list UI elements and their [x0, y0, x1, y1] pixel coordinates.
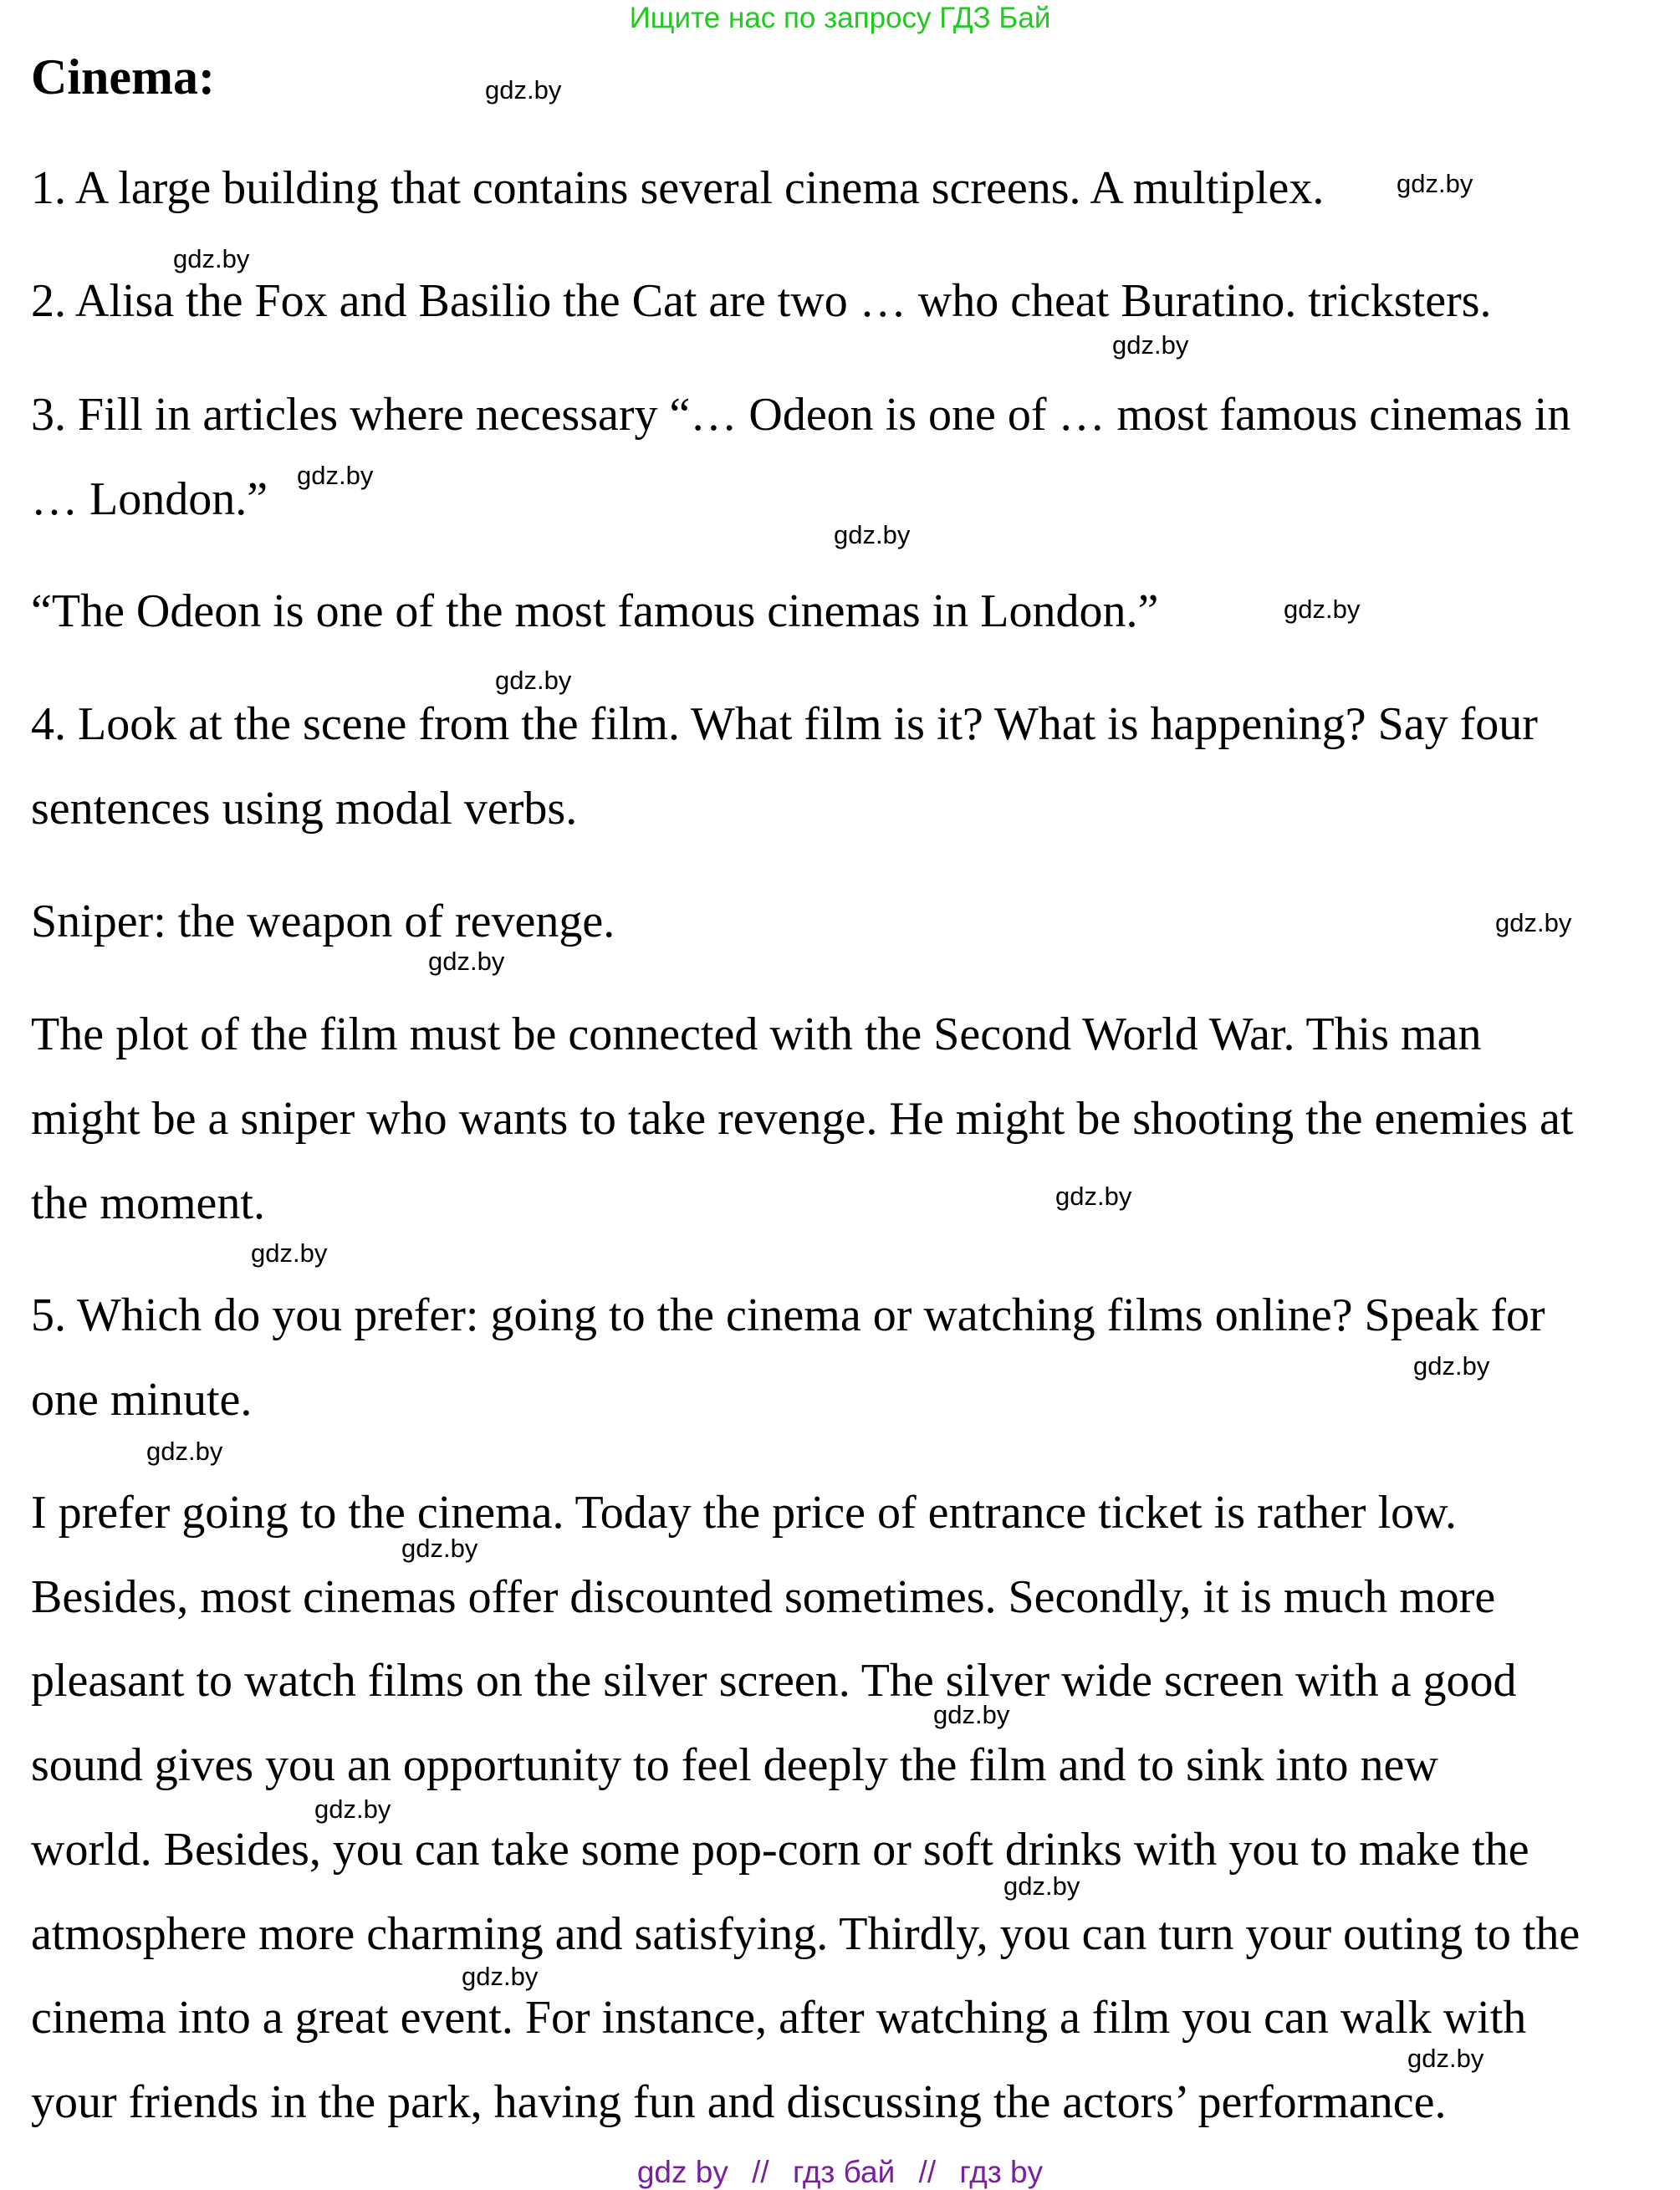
watermark: gdz.by	[495, 666, 572, 695]
question-4: 4. Look at the scene from the film. What film is it? What is happening? Say four	[31, 698, 1538, 750]
answer-4-line-3: the moment.	[31, 1177, 265, 1229]
question-5: 5. Which do you prefer: going to the cinema or watching films online? Speak for	[31, 1289, 1545, 1341]
answer-5-line-7: cinema into a great event. For instance, after watching a film you can walk with	[31, 1992, 1527, 2044]
answer-5-line-3: pleasant to watch films on the silver screen. The silver wide screen with a good	[31, 1655, 1517, 1707]
watermark: gdz.by	[1284, 595, 1361, 624]
footer-separator: //	[918, 2155, 937, 2189]
watermark: gdz.by	[1003, 1871, 1080, 1901]
footer-link-gdz-bai[interactable]: гдз бай	[793, 2155, 896, 2189]
watermark: gdz.by	[485, 75, 562, 105]
watermark: gdz.by	[251, 1238, 328, 1268]
answer-4-line-1: The plot of the film must be connected with the Second World War. This man	[31, 1008, 1482, 1060]
watermark: gdz.by	[173, 244, 250, 273]
footer-link-gdz-by-cyr[interactable]: гдз by	[959, 2155, 1044, 2189]
answer-5-line-4: sound gives you an opportunity to feel deeply the film and to sink into new	[31, 1739, 1438, 1791]
watermark: gdz.by	[401, 1534, 478, 1563]
answer-5-line-6: atmosphere more charming and satisfying. Thirdly, you can turn your outing to the	[31, 1908, 1580, 1960]
answer-5-line-2: Besides, most cinemas offer discounted sometimes. Secondly, it is much more	[31, 1571, 1496, 1623]
answer-3: “The Odeon is one of the most famous cinemas in London.”	[31, 585, 1159, 637]
watermark: gdz.by	[297, 461, 374, 490]
watermark: gdz.by	[1495, 908, 1572, 937]
watermark: gdz.by	[462, 1962, 539, 1991]
answer-5-line-8: your friends in the park, having fun and discussing the actors’ performance.	[31, 2076, 1447, 2128]
answer-5-line-1: I prefer going to the cinema. Today the price of entrance ticket is rather low.	[31, 1487, 1457, 1539]
footer-links	[0, 2155, 1680, 2190]
footer-separator: //	[752, 2155, 769, 2189]
footer-link-gdz-by[interactable]: gdz by	[636, 2155, 728, 2189]
answer-4-line-2: might be a sniper who wants to take revenge. He might be shooting the enemies at	[31, 1093, 1574, 1145]
question-3-cont: … London.”	[31, 473, 268, 525]
answer-4-title: Sniper: the weapon of revenge.	[31, 896, 615, 947]
question-3: 3. Fill in articles where necessary “… Odeon is one of … most famous cinemas in	[31, 389, 1571, 441]
watermark: gdz.by	[1407, 2044, 1484, 2073]
answer-5-line-5: world. Besides, you can take some pop-corn or soft drinks with you to make the	[31, 1824, 1529, 1876]
question-1: 1. A large building that contains several cinema screens. A multiplex.	[31, 162, 1325, 214]
watermark: gdz.by	[1413, 1351, 1490, 1381]
watermark: gdz.by	[1112, 330, 1189, 360]
watermark: gdz.by	[146, 1437, 223, 1466]
watermark: gdz.by	[834, 520, 911, 549]
watermark: gdz.by	[314, 1794, 391, 1824]
question-4-cont: sentences using modal verbs.	[31, 783, 578, 835]
promo-banner: Ищите нас по запросу ГДЗ Бай	[629, 2, 1051, 34]
watermark: gdz.by	[1397, 169, 1473, 198]
watermark: gdz.by	[933, 1700, 1010, 1729]
page-title: Cinema:	[31, 49, 215, 105]
watermark: gdz.by	[1055, 1182, 1132, 1211]
watermark: gdz.by	[428, 947, 505, 976]
question-5-cont: one minute.	[31, 1374, 253, 1426]
question-2: 2. Alisa the Fox and Basilio the Cat are two … who cheat Buratino. tricksters.	[31, 275, 1492, 327]
